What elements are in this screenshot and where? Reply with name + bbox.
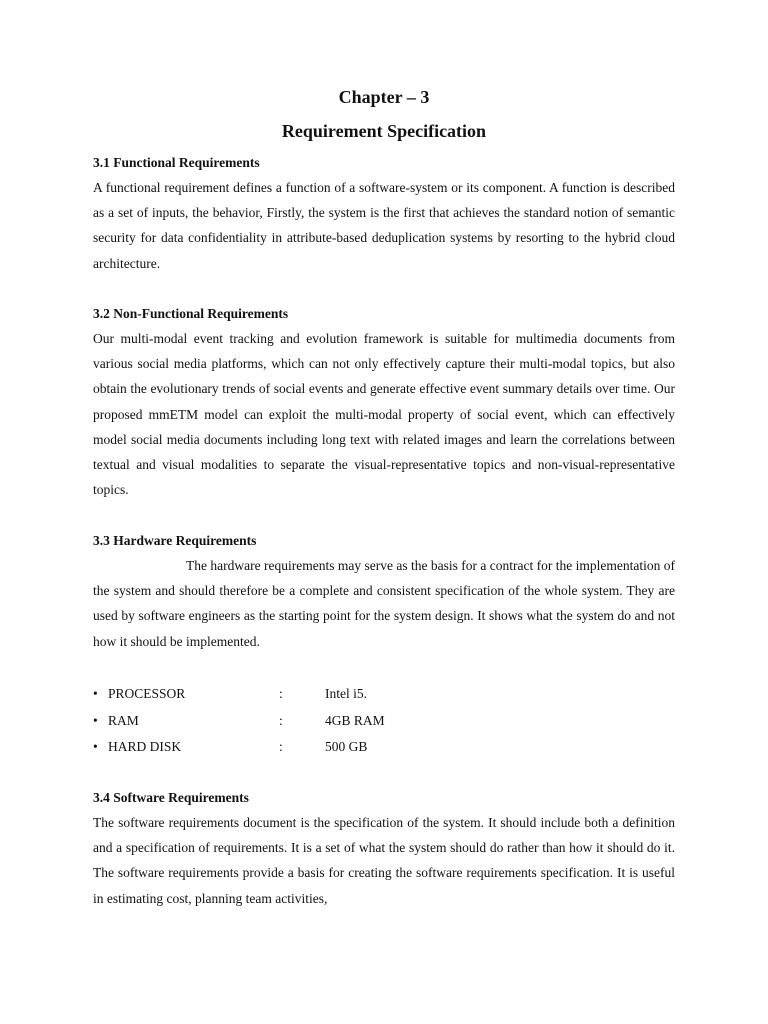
section-paragraph: The software requirements document is the specification of the system. It should include both a definition and a specification of requirements. It is a set of what the system should do rather than how it should do it. The software requirements provide a basis for creating the software requirements specification. It is useful in estimating cost, planning team activities, <box>93 815 675 906</box>
bullet-icon: • <box>93 739 98 754</box>
section-paragraph: Our multi-modal event tracking and evolution framework is suitable for multimedia documents from various social media platforms, which can not only effectively capture their multi-modal topics, but also obtain the evolutionary trends of social events and generate effective event summary details over time. Our proposed mmETM model can exploit the multi-modal property of social event, which can effectively model social media documents including long text with related images and learn the correlations between textual and visual modalities to separate the visual-representative topics and non-visual-representative topics. <box>93 331 675 498</box>
bullet-icon: • <box>93 686 98 701</box>
hardware-label: RAM <box>108 712 139 728</box>
list-item <box>93 681 493 708</box>
section-non-functional <box>93 301 675 502</box>
separator: : <box>279 739 283 754</box>
hardware-value: 4GB RAM <box>325 712 385 728</box>
bullet-icon: • <box>93 712 98 728</box>
section-heading: 3.2 Non-Functional Requirements <box>93 306 289 321</box>
section-heading: 3.4 Software Requirements <box>93 790 249 805</box>
chapter-title: Chapter – 3 <box>338 87 430 107</box>
hardware-value: 500 GB <box>325 739 368 754</box>
separator: : <box>279 712 283 728</box>
section-heading: 3.1 Functional Requirements <box>93 155 260 170</box>
separator: : <box>279 686 283 701</box>
section-hardware <box>93 528 675 654</box>
list-item <box>93 734 493 761</box>
list-item <box>93 708 493 735</box>
section-software <box>93 785 675 911</box>
hardware-label: HARD DISK <box>108 739 182 754</box>
hardware-label: PROCESSOR <box>108 686 186 701</box>
hardware-value: Intel i5. <box>325 686 367 701</box>
section-functional <box>93 150 675 276</box>
hardware-list <box>93 681 493 761</box>
chapter-subtitle: Requirement Specification <box>281 121 487 141</box>
section-heading: 3.3 Hardware Requirements <box>93 533 257 548</box>
section-paragraph: A functional requirement defines a function of a software-system or its component. A function is described as a set of inputs, the behavior, Firstly, the system is the first that achieves the standard notion of semantic security for data confidentiality in attribute-based deduplication systems by resorting to the hybrid cloud architecture. <box>93 180 675 271</box>
section-paragraph: The hardware requirements may serve as the basis for a contract for the implementation of the system and should therefore be a complete and consistent specification of the whole system. They are used by software engineers as the starting point for the system design. It shows what the system do and not how it should be implemented. <box>93 558 675 649</box>
